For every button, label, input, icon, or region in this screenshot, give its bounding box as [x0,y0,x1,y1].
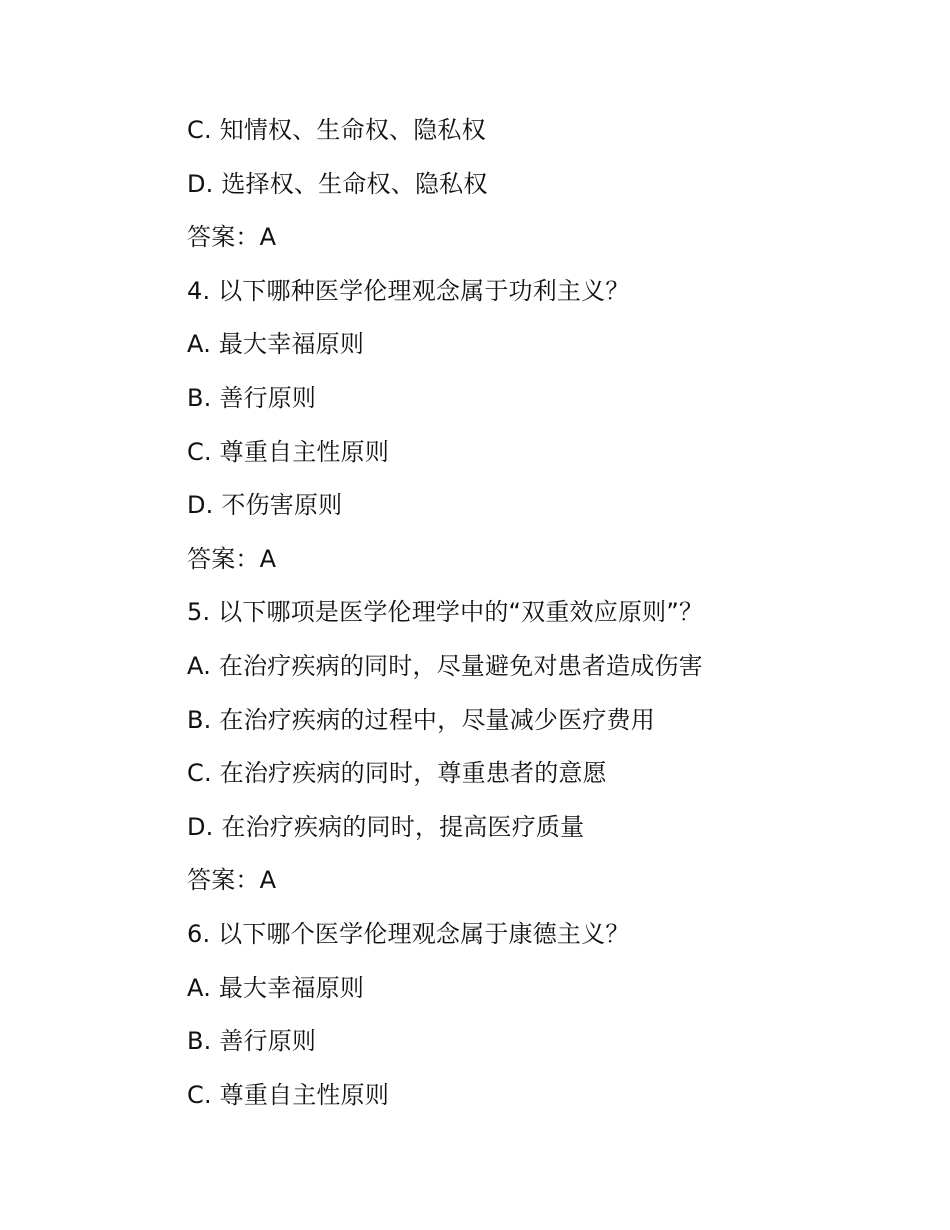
answer-q5: 答案：A [187,866,277,895]
option-a-q5: A. 在治疗疾病的同时，尽量避免对患者造成伤害 [187,651,703,680]
question-4: 4. 以下哪种医学伦理观念属于功利主义？ [187,276,630,305]
option-a-q4: A. 最大幸福原则 [187,330,365,359]
document-content [187,110,887,1128]
question-6: 6. 以下哪个医学伦理观念属于康德主义？ [187,919,630,948]
option-b-q5: B. 在治疗疾病的过程中，尽量减少医疗费用 [187,705,655,734]
option-b-q4: B. 善行原则 [187,383,317,412]
option-a-q6: A. 最大幸福原则 [187,973,365,1002]
question-5: 5. 以下哪项是医学伦理学中的“双重效应原则”？ [187,598,704,627]
answer-q3: 答案：A [187,223,277,252]
option-b-q6: B. 善行原则 [187,1027,317,1056]
option-d-q4: D. 不伤害原则 [187,491,343,520]
option-d-q5: D. 在治疗疾病的同时，提高医疗质量 [187,812,585,841]
option-d-q3: D. 选择权、生命权、隐私权 [187,169,488,198]
option-c-q3: C. 知情权、生命权、隐私权 [187,116,486,144]
option-c-q4: C. 尊重自主性原则 [187,437,390,466]
answer-q4: 答案：A [187,544,277,573]
option-c-q6: C. 尊重自主性原则 [187,1080,390,1109]
option-c-q5: C. 在治疗疾病的同时，尊重患者的意愿 [187,759,607,788]
